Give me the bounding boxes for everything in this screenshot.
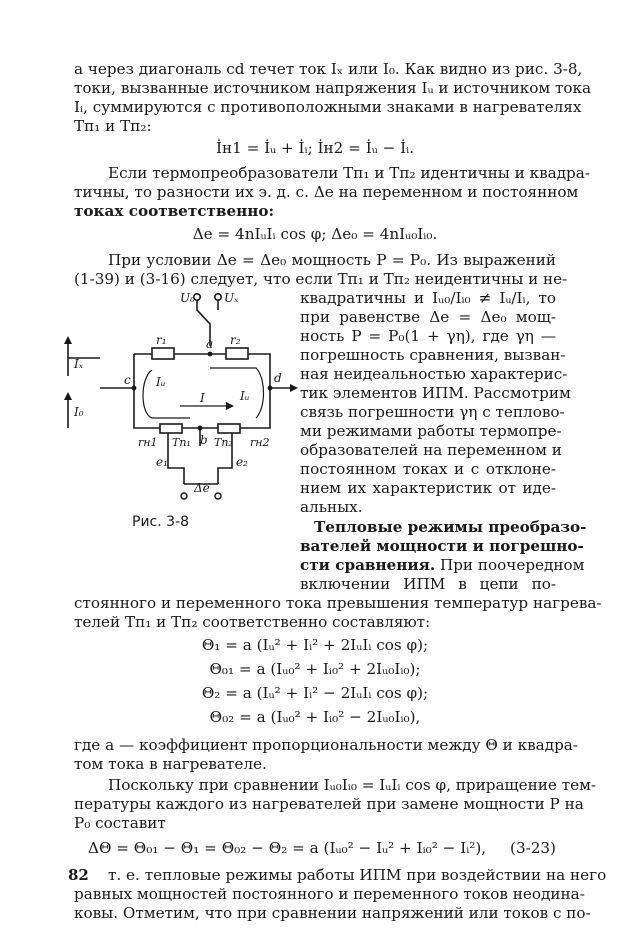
text-line: тик элементов ИПМ. Рассмотрим: [300, 384, 571, 402]
heater-rn1: [160, 424, 182, 433]
label-iu-right: Iᵤ: [240, 389, 250, 403]
text-line: Iᵢ, суммируются с противоположными знаками в нагревателях: [74, 98, 582, 116]
text-line: При условии Δe = Δe₀ мощность P = P₀. Из выражений: [108, 251, 556, 269]
text-line: токи, вызванные источником напряжения Iᵤ и источником тока: [74, 79, 592, 97]
label-b: b: [200, 433, 208, 447]
text-line: Поскольку при сравнении Iᵤ₀Iᵢ₀ = IᵤIᵢ cos φ, приращение тем-: [108, 776, 597, 794]
text-line: том тока в нагревателе.: [74, 755, 267, 773]
node-d: [268, 386, 273, 391]
section-heading-line: [300, 556, 585, 575]
label-rn1: rн1: [138, 436, 158, 449]
label-d: d: [274, 371, 282, 385]
output-arrow: [290, 384, 298, 392]
equation-3-3: Θ₂ = a (Iᵤ² + Iᵢ² − 2IᵤIᵢ cos φ);: [201, 684, 429, 702]
text-line: пературы каждого из нагревателей при замене мощности P на: [74, 795, 584, 813]
label-tn2: Тп₂: [214, 436, 233, 449]
label-u0: U₀: [180, 291, 195, 305]
terminal-de-left: [181, 493, 187, 499]
text-line: токах соответственно:: [74, 202, 275, 220]
equation-number: (3-23): [510, 839, 556, 857]
text-line: т. е. тепловые режимы работы ИПМ при воздействии на него: [108, 866, 607, 884]
label-r2: r₂: [230, 333, 241, 347]
center-current-arrow: [226, 402, 234, 410]
label-i-center: I: [200, 391, 205, 405]
text-line: ная неидеальностью характерис-: [300, 365, 568, 383]
text-line: тичны, то разности их э. д. с. Δe на переменном и постоянном: [74, 183, 579, 201]
label-ix: Iₓ: [74, 357, 83, 371]
resistor-r2: [226, 348, 248, 359]
i0-arrow: [64, 392, 72, 400]
terminal-de-right: [215, 493, 221, 499]
resistor-r1: [152, 348, 174, 359]
heater-rn2: [218, 424, 240, 433]
text-line: постоянном токах и с отклоне-: [300, 460, 556, 478]
label-i0: I₀: [74, 405, 84, 419]
node-a: [208, 352, 213, 357]
label-e1: e₁: [156, 455, 168, 469]
text-line: а через диагональ cd течет ток Iₓ или I₀. Как видно из рис. 3-8,: [74, 60, 583, 78]
bottom-wire-left: [134, 388, 160, 428]
equation-2: Δe = 4nIᵤIᵢ cos φ; Δe₀ = 4nIᵤ₀Iᵢ₀.: [192, 225, 438, 243]
equation-3-2: Θ₀₁ = a (Iᵤ₀² + Iᵢ₀² + 2Iᵤ₀Iᵢ₀);: [209, 660, 421, 678]
heading-tail-bold: сти сравнения.: [300, 556, 436, 574]
text-line: P₀ составит: [74, 814, 166, 832]
current-loop-right: [210, 368, 264, 418]
current-loop-left: [143, 370, 190, 418]
heading-tail-text: При поочередном: [435, 556, 585, 574]
text-line: образователей на переменном и: [300, 441, 562, 459]
ix-arrow: [64, 336, 72, 344]
text-line: Если термопреобразователи Тп₁ и Тп₂ идентичны и квадра-: [108, 164, 590, 182]
text-line: Тп₁ и Тп₂:: [74, 117, 152, 135]
text-line: где a — коэффициент пропорциональности между Θ и квадра-: [74, 736, 578, 754]
section-heading: Тепловые режимы преобразо-: [314, 518, 587, 536]
text-line: телей Тп₁ и Тп₂ соответственно составляют:: [74, 613, 431, 631]
label-c: c: [124, 373, 131, 387]
equation-1: İн1 = İᵤ + İᵢ; İн2 = İᵤ − İᵢ.: [215, 139, 415, 157]
text-line: альных.: [300, 498, 363, 516]
label-delta-e: Δe: [194, 481, 210, 495]
text-line: равных мощностей постоянного и переменного токов неодина-: [74, 885, 585, 903]
label-a: a: [206, 337, 214, 351]
node-b: [198, 426, 203, 431]
terminal-ux: [215, 294, 221, 300]
text-line: стоянного и переменного тока превышения температур нагрева-: [74, 594, 602, 612]
label-r1: r₁: [156, 333, 167, 347]
label-ux: Uₓ: [224, 291, 239, 305]
text-line: при равенстве Δe = Δe₀ мощ-: [300, 308, 556, 326]
figure-caption: Рис. 3-8: [132, 514, 190, 530]
circuit-diagram: [60, 288, 298, 512]
text-line: включении ИПМ в цепи по-: [300, 575, 556, 593]
text-line: нием их характеристик от иде-: [300, 479, 556, 497]
text-line: ность P = P₀(1 + γη), где γη —: [300, 327, 556, 345]
text-line: погрешность сравнения, вызван-: [300, 346, 566, 364]
label-e2: e₂: [236, 455, 248, 469]
label-rn2: rн2: [250, 436, 270, 449]
text-line: ми режимами работы термопре-: [300, 422, 562, 440]
equation-4: [74, 839, 556, 858]
text-line: связь погрешности γη с теплово-: [300, 403, 565, 421]
label-tn1: Тп₁: [172, 436, 191, 449]
equation-3-1: Θ₁ = a (Iᵤ² + Iᵢ² + 2IᵤIᵢ cos φ);: [201, 636, 429, 654]
text-line: (1-39) и (3-16) следует, что если Тп₁ и Тп₂ неидентичны и не-: [74, 270, 568, 288]
source-ix-line: [68, 342, 100, 376]
page-number: 82: [68, 866, 89, 884]
equation-4-body: ΔΘ = Θ₀₁ − Θ₁ = Θ₀₂ − Θ₂ = a (Iᵤ₀² − Iᵤ² + Iᵢ₀² − Iᵢ²),: [88, 839, 487, 857]
equation-3-4: Θ₀₂ = a (Iᵤ₀² + Iᵢ₀² − 2Iᵤ₀Iᵢ₀),: [209, 708, 421, 726]
text-line: ковы. Отметим, что при сравнении напряжений или токов с по-: [74, 904, 591, 922]
section-heading: вателей мощности и погрешно-: [300, 537, 584, 555]
label-iu-left: Iᵤ: [156, 375, 166, 389]
text-line: квадратичны и Iᵤ₀/Iᵢ₀ ≠ Iᵤ/Iᵢ, то: [300, 289, 556, 307]
node-c: [132, 386, 137, 391]
